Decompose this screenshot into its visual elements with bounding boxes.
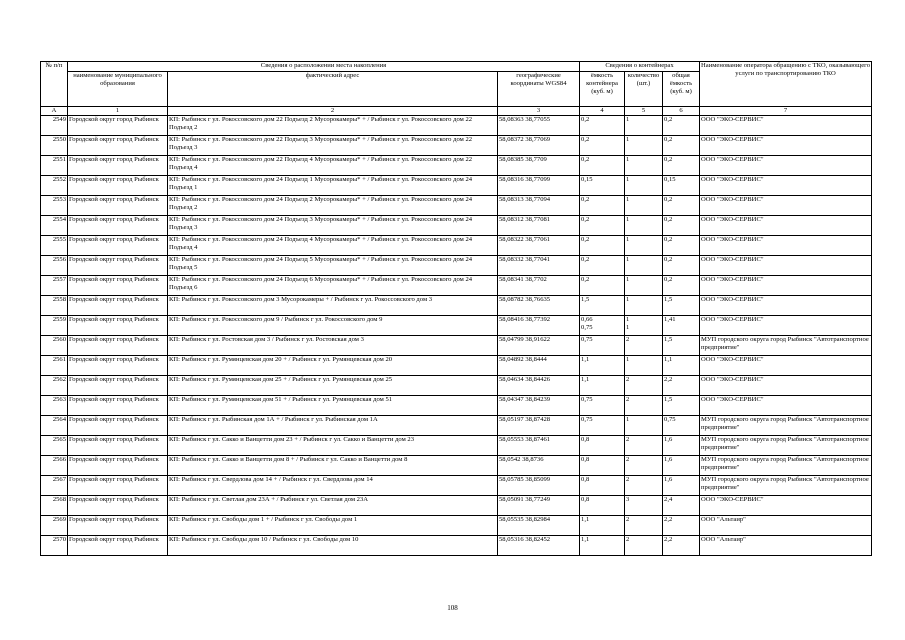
municipality-cell: Городской округ город Рыбинск: [68, 196, 168, 216]
address-cell: КП: Рыбинск г ул. Свободы дом 1 + / Рыбинск г ул. Свободы дом 1: [168, 516, 498, 536]
operator-cell: ООО "ЭКО-СЕРВИС": [700, 196, 872, 216]
total-cell: 1,5: [663, 336, 700, 356]
index-cell: 5: [625, 107, 663, 116]
municipality-cell: Городской округ город Рыбинск: [68, 416, 168, 436]
table-row: [41, 476, 872, 496]
index-cell: 7: [700, 107, 872, 116]
capacity-cell: 1,1: [580, 356, 625, 376]
header-capacity: ёмкость контейнера (куб. м): [580, 72, 625, 107]
count-cell: 1: [625, 176, 663, 196]
coords-cell: 58,04892 38,8444: [498, 356, 580, 376]
index-cell: 4: [580, 107, 625, 116]
table-row: [41, 396, 872, 416]
count-cell: 3: [625, 496, 663, 516]
row-number: 2563: [41, 396, 68, 416]
coords-cell: 58,08316 38,77099: [498, 176, 580, 196]
capacity-cell: 0,75: [580, 416, 625, 436]
operator-cell: МУП городского округа город Рыбинск "Автотранспортное предприятие": [700, 336, 872, 356]
total-cell: 2,4: [663, 496, 700, 516]
total-cell: 0,2: [663, 136, 700, 156]
municipality-cell: Городской округ город Рыбинск: [68, 156, 168, 176]
index-cell: А: [41, 107, 68, 116]
count-cell: 1: [625, 196, 663, 216]
address-cell: КП: Рыбинск г ул. Рокоссовского дом 9 / Рыбинск г ул. Рокоссовского дом 9: [168, 316, 498, 336]
municipality-cell: Городской округ город Рыбинск: [68, 496, 168, 516]
total-cell: 2,2: [663, 536, 700, 556]
operator-cell: ООО "Альтаир": [700, 536, 872, 556]
address-cell: КП: Рыбинск г ул. Свободы дом 10 / Рыбинск г ул. Свободы дом 10: [168, 536, 498, 556]
operator-cell: ООО "Альтаир": [700, 516, 872, 536]
operator-cell: ООО "ЭКО-СЕРВИС": [700, 396, 872, 416]
table-row: [41, 436, 872, 456]
operator-cell: МУП городского округа город Рыбинск "Автотранспортное предприятие": [700, 476, 872, 496]
count-cell: 1: [625, 276, 663, 296]
table-row: [41, 156, 872, 176]
row-number: 2555: [41, 236, 68, 256]
total-cell: 0,2: [663, 196, 700, 216]
municipality-cell: Городской округ город Рыбинск: [68, 376, 168, 396]
total-cell: 1,6: [663, 476, 700, 496]
row-number: 2560: [41, 336, 68, 356]
operator-cell: ООО "ЭКО-СЕРВИС": [700, 296, 872, 316]
coords-cell: 58,08416 38,77392: [498, 316, 580, 336]
address-cell: КП: Рыбинск г ул. Рокоссовского дом 3 Мусорокамеры + / Рыбинск г ул. Рокоссовского дом 3: [168, 296, 498, 316]
municipality-cell: Городской округ город Рыбинск: [68, 236, 168, 256]
total-cell: 0,2: [663, 256, 700, 276]
total-cell: 1,5: [663, 396, 700, 416]
capacity-cell: 0,2: [580, 216, 625, 236]
operator-cell: ООО "ЭКО-СЕРВИС": [700, 376, 872, 396]
row-number: 2556: [41, 256, 68, 276]
capacity-cell: 1,1: [580, 516, 625, 536]
row-number: 2568: [41, 496, 68, 516]
operator-cell: ООО "ЭКО-СЕРВИС": [700, 136, 872, 156]
address-cell: КП: Рыбинск г ул. Рокоссовского дом 24 Подъезд 1 Мусорокамеры* + / Рыбинск г ул. Рокоссовского дом 24 Подъезд 1: [168, 176, 498, 196]
capacity-cell: 1,1: [580, 376, 625, 396]
row-number: 2561: [41, 356, 68, 376]
municipality-cell: Городской округ город Рыбинск: [68, 456, 168, 476]
table-row: [41, 316, 872, 336]
header-operator: Наименование оператора обращению с ТКО, оказывающего услуги по транспортированию ТКО: [700, 62, 872, 107]
count-cell: 1 1: [625, 316, 663, 336]
total-cell: 0,2: [663, 156, 700, 176]
table-row: [41, 336, 872, 356]
coords-cell: 58,05553 38,87461: [498, 436, 580, 456]
coords-cell: 58,05091 38,77249: [498, 496, 580, 516]
operator-cell: МУП городского округа город Рыбинск "Автотранспортное предприятие": [700, 456, 872, 476]
total-cell: 2,2: [663, 516, 700, 536]
row-number: 2549: [41, 116, 68, 136]
operator-cell: ООО "ЭКО-СЕРВИС": [700, 256, 872, 276]
operator-cell: ООО "ЭКО-СЕРВИС": [700, 236, 872, 256]
total-cell: 0,2: [663, 216, 700, 236]
total-cell: 1,1: [663, 356, 700, 376]
coords-cell: 58,08332 38,77041: [498, 256, 580, 276]
capacity-cell: 1,5: [580, 296, 625, 316]
total-cell: 1,6: [663, 436, 700, 456]
row-number: 2569: [41, 516, 68, 536]
header-num: № п/п: [41, 62, 68, 107]
municipality-cell: Городской округ город Рыбинск: [68, 516, 168, 536]
coords-cell: 58,08322 38,77061: [498, 236, 580, 256]
coords-cell: 58,05316 38,82452: [498, 536, 580, 556]
coords-cell: 58,08385 38,7709: [498, 156, 580, 176]
table-row: [41, 376, 872, 396]
address-cell: КП: Рыбинск г ул. Рокоссовского дом 24 Подъезд 5 Мусорокамеры* + / Рыбинск г ул. Рокоссовского дом 24 Подъезд 5: [168, 256, 498, 276]
count-cell: 2: [625, 376, 663, 396]
coords-cell: 58,05197 38,87428: [498, 416, 580, 436]
row-number: 2564: [41, 416, 68, 436]
municipality-cell: Городской округ город Рыбинск: [68, 276, 168, 296]
municipality-cell: Городской округ город Рыбинск: [68, 256, 168, 276]
row-number: 2558: [41, 296, 68, 316]
table-row: [41, 456, 872, 476]
row-number: 2559: [41, 316, 68, 336]
capacity-cell: 0,8: [580, 476, 625, 496]
count-cell: 2: [625, 436, 663, 456]
header-municipality: наименование муниципального образования: [68, 72, 168, 107]
total-cell: 0,2: [663, 116, 700, 136]
count-cell: 2: [625, 476, 663, 496]
table-row: [41, 176, 872, 196]
municipality-cell: Городской округ город Рыбинск: [68, 296, 168, 316]
operator-cell: ООО "ЭКО-СЕРВИС": [700, 216, 872, 236]
row-number: 2570: [41, 536, 68, 556]
register-table: [40, 61, 872, 556]
total-cell: 1,41: [663, 316, 700, 336]
address-cell: КП: Рыбинск г ул. Сакко и Ванцетти дом 8 + / Рыбинск г ул. Сакко и Ванцетти дом 8: [168, 456, 498, 476]
count-cell: 1: [625, 296, 663, 316]
index-cell: 1: [68, 107, 168, 116]
address-cell: КП: Рыбинск г ул. Свердлова дом 14 + / Рыбинск г ул. Свердлова дом 14: [168, 476, 498, 496]
total-cell: 1,5: [663, 296, 700, 316]
table-row: [41, 496, 872, 516]
table-row: [41, 116, 872, 136]
address-cell: КП: Рыбинск г ул. Румянцевская дом 51 + / Рыбинск г ул. Румянцевская дом 51: [168, 396, 498, 416]
table-row: [41, 356, 872, 376]
total-cell: 2,2: [663, 376, 700, 396]
coords-cell: 58,08312 38,77081: [498, 216, 580, 236]
municipality-cell: Городской округ город Рыбинск: [68, 136, 168, 156]
count-cell: 1: [625, 116, 663, 136]
operator-cell: ООО "ЭКО-СЕРВИС": [700, 116, 872, 136]
municipality-cell: Городской округ город Рыбинск: [68, 176, 168, 196]
municipality-cell: Городской округ город Рыбинск: [68, 436, 168, 456]
index-cell: 6: [663, 107, 700, 116]
coords-cell: 58,04799 38,91622: [498, 336, 580, 356]
table-row: [41, 196, 872, 216]
address-cell: КП: Рыбинск г ул. Рокоссовского дом 22 Подъезд 4 Мусорокамеры* + / Рыбинск г ул. Рокоссовского дом 22 Подъезд 4: [168, 156, 498, 176]
address-cell: КП: Рыбинск г ул. Светлая дом 23А + / Рыбинск г ул. Светлая дом 23А: [168, 496, 498, 516]
count-cell: 2: [625, 536, 663, 556]
capacity-cell: 0,2: [580, 276, 625, 296]
municipality-cell: Городской округ город Рыбинск: [68, 216, 168, 236]
coords-cell: 58,05535 38,82984: [498, 516, 580, 536]
address-cell: КП: Рыбинск г ул. Рокоссовского дом 24 Подъезд 3 Мусорокамеры* + / Рыбинск г ул. Рокоссовского дом 24 Подъезд 3: [168, 216, 498, 236]
coords-cell: 58,08313 38,77094: [498, 196, 580, 216]
total-cell: 0,2: [663, 236, 700, 256]
municipality-cell: Городской округ город Рыбинск: [68, 116, 168, 136]
row-number: 2557: [41, 276, 68, 296]
row-number: 2566: [41, 456, 68, 476]
coords-cell: 58,08363 38,77055: [498, 116, 580, 136]
municipality-cell: Городской округ город Рыбинск: [68, 536, 168, 556]
operator-cell: ООО "ЭКО-СЕРВИС": [700, 156, 872, 176]
row-number: 2565: [41, 436, 68, 456]
address-cell: КП: Рыбинск г ул. Рокоссовского дом 24 Подъезд 4 Мусорокамеры* + / Рыбинск г ул. Рокоссовского дом 24 Подъезд 4: [168, 236, 498, 256]
header-total: общая ёмкость (куб. м): [663, 72, 700, 107]
count-cell: 1: [625, 216, 663, 236]
coords-cell: 58,08782 38,76635: [498, 296, 580, 316]
address-cell: КП: Рыбинск г ул. Сакко и Ванцетти дом 23 + / Рыбинск г ул. Сакко и Ванцетти дом 23: [168, 436, 498, 456]
capacity-cell: 0,2: [580, 116, 625, 136]
coords-cell: 58,05785 38,85099: [498, 476, 580, 496]
table-row: [41, 136, 872, 156]
capacity-cell: 0,2: [580, 236, 625, 256]
table-row: [41, 216, 872, 236]
capacity-cell: 0,8: [580, 496, 625, 516]
capacity-cell: 0,2: [580, 196, 625, 216]
municipality-cell: Городской округ город Рыбинск: [68, 336, 168, 356]
table-row: [41, 236, 872, 256]
capacity-cell: 0,8: [580, 436, 625, 456]
table-row: [41, 536, 872, 556]
capacity-cell: 0,8: [580, 456, 625, 476]
municipality-cell: Городской округ город Рыбинск: [68, 396, 168, 416]
capacity-cell: 0,75: [580, 396, 625, 416]
operator-cell: ООО "ЭКО-СЕРВИС": [700, 316, 872, 336]
capacity-cell: 0,2: [580, 156, 625, 176]
header-coords: географические координаты WGS84: [498, 72, 580, 107]
row-number: 2550: [41, 136, 68, 156]
count-cell: 2: [625, 336, 663, 356]
table-row: [41, 296, 872, 316]
row-number: 2553: [41, 196, 68, 216]
count-cell: 1: [625, 136, 663, 156]
address-cell: КП: Рыбинск г ул. Рокоссовского дом 22 Подъезд 2 Мусорокамеры* + / Рыбинск г ул. Рокоссовского дом 22 Подъезд 2: [168, 116, 498, 136]
municipality-cell: Городской округ город Рыбинск: [68, 316, 168, 336]
capacity-cell: 0,2: [580, 136, 625, 156]
operator-cell: ООО "ЭКО-СЕРВИС": [700, 356, 872, 376]
table-row: [41, 256, 872, 276]
total-cell: 0,75: [663, 416, 700, 436]
index-cell: 2: [168, 107, 498, 116]
coords-cell: 58,0542 38,8736: [498, 456, 580, 476]
address-cell: КП: Рыбинск г ул. Румянцевская дом 25 + / Рыбинск г ул. Румянцевская дом 25: [168, 376, 498, 396]
count-cell: 2: [625, 396, 663, 416]
row-number: 2567: [41, 476, 68, 496]
municipality-cell: Городской округ город Рыбинск: [68, 356, 168, 376]
count-cell: 1: [625, 356, 663, 376]
index-row: [41, 107, 872, 116]
table-row: [41, 276, 872, 296]
address-cell: КП: Рыбинск г ул. Рокоссовского дом 24 Подъезд 2 Мусорокамеры* + / Рыбинск г ул. Рокоссовского дом 24 Подъезд 2: [168, 196, 498, 216]
count-cell: 1: [625, 156, 663, 176]
address-cell: КП: Рыбинск г ул. Рыбинская дом 1А + / Рыбинск г ул. Рыбинская дом 1А: [168, 416, 498, 436]
count-cell: 1: [625, 236, 663, 256]
page-number: 108: [447, 604, 458, 612]
row-number: 2552: [41, 176, 68, 196]
header-count: количество (шт.): [625, 72, 663, 107]
header-address: фактический адрес: [168, 72, 498, 107]
operator-cell: ООО "ЭКО-СЕРВИС": [700, 496, 872, 516]
operator-cell: ООО "ЭКО-СЕРВИС": [700, 176, 872, 196]
capacity-cell: 0,2: [580, 256, 625, 276]
table-row: [41, 416, 872, 436]
count-cell: 2: [625, 516, 663, 536]
header-location-group: Сведения о расположении места накопления: [68, 62, 580, 72]
address-cell: КП: Рыбинск г ул. Рокоссовского дом 24 Подъезд 6 Мусорокамеры* + / Рыбинск г ул. Рокоссовского дом 24 Подъезд 6: [168, 276, 498, 296]
total-cell: 0,2: [663, 276, 700, 296]
header-row-1: [41, 62, 872, 72]
operator-cell: МУП городского округа город Рыбинск "Автотранспортное предприятие": [700, 416, 872, 436]
operator-cell: МУП городского округа город Рыбинск "Автотранспортное предприятие": [700, 436, 872, 456]
capacity-cell: 0,15: [580, 176, 625, 196]
coords-cell: 58,04347 38,84239: [498, 396, 580, 416]
address-cell: КП: Рыбинск г ул. Ростовская дом 3 / Рыбинск г ул. Ростовская дом 3: [168, 336, 498, 356]
index-cell: 3: [498, 107, 580, 116]
capacity-cell: 1,1: [580, 536, 625, 556]
total-cell: 1,6: [663, 456, 700, 476]
count-cell: 1: [625, 416, 663, 436]
count-cell: 1: [625, 256, 663, 276]
row-number: 2551: [41, 156, 68, 176]
address-cell: КП: Рыбинск г ул. Румянцевская дом 20 + / Рыбинск г ул. Румянцевская дом 20: [168, 356, 498, 376]
row-number: 2554: [41, 216, 68, 236]
coords-cell: 58,08372 38,77069: [498, 136, 580, 156]
coords-cell: 58,08341 38,7702: [498, 276, 580, 296]
capacity-cell: 0,75: [580, 336, 625, 356]
total-cell: 0,15: [663, 176, 700, 196]
capacity-cell: 0,66 0,75: [580, 316, 625, 336]
count-cell: 2: [625, 456, 663, 476]
row-number: 2562: [41, 376, 68, 396]
municipality-cell: Городской округ город Рыбинск: [68, 476, 168, 496]
address-cell: КП: Рыбинск г ул. Рокоссовского дом 22 Подъезд 3 Мусорокамеры* + / Рыбинск г ул. Рокоссовского дом 22 Подъезд 3: [168, 136, 498, 156]
register-body: [41, 62, 872, 556]
operator-cell: ООО "ЭКО-СЕРВИС": [700, 276, 872, 296]
table-row: [41, 516, 872, 536]
coords-cell: 58,04634 38,84426: [498, 376, 580, 396]
header-containers-group: Сведения о контейнерах: [580, 62, 700, 72]
